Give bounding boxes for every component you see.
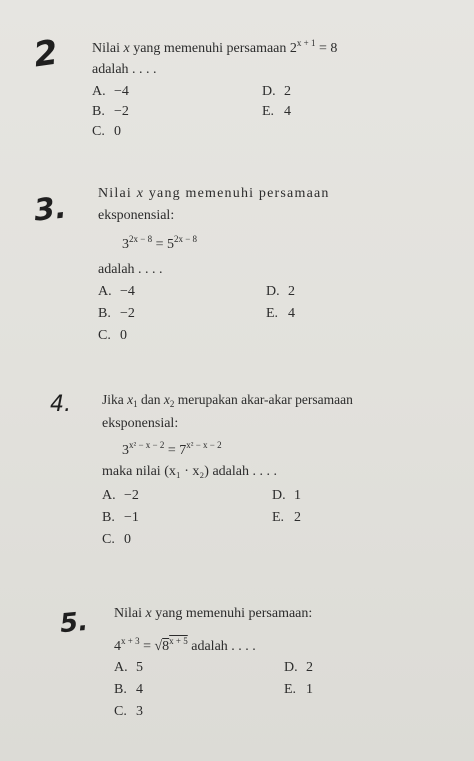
q1-var: x — [123, 41, 130, 56]
q2-option-d[interactable] — [266, 284, 295, 300]
q2-line3: adalah . . . . — [98, 262, 163, 277]
q3-option-b-letter: B. — [102, 510, 115, 525]
q4-eq-radicand — [162, 636, 188, 654]
q3-line2: eksponensial: — [102, 416, 179, 431]
q1-option-a-letter: A. — [92, 84, 106, 99]
q4-option-c-value: 3 — [136, 704, 143, 719]
q2-option-a-value: −4 — [120, 284, 135, 299]
q3-option-d[interactable] — [272, 488, 301, 504]
q3-sub2: 2 — [169, 399, 175, 409]
q4-option-a-value: 5 — [136, 660, 143, 675]
q3-option-d-value: 1 — [294, 488, 301, 503]
q1-option-b[interactable] — [92, 104, 129, 120]
q1-option-b-letter: B. — [92, 104, 105, 119]
q1-line2: adalah . . . . — [92, 62, 157, 77]
handwritten-number-q1: 2 — [31, 32, 61, 76]
q1-option-d-value: 2 — [284, 84, 291, 99]
q3-stem-b: dan — [137, 392, 164, 407]
q4-stem — [114, 606, 312, 622]
q2-eq-sign: = — [152, 237, 167, 252]
q4-option-e[interactable] — [284, 682, 313, 698]
q3-x1: x — [127, 392, 134, 407]
q4-option-a-letter: A. — [114, 660, 128, 675]
q2-option-c-value: 0 — [120, 328, 127, 343]
q3-option-c-value: 0 — [124, 532, 131, 547]
q1-stem-c: = 8 — [315, 41, 338, 56]
q2-option-c-letter: C. — [98, 328, 111, 343]
q2-eq-exp1: 2x − 8 — [129, 234, 153, 244]
q2-option-e[interactable] — [266, 306, 295, 322]
q2-option-b[interactable] — [98, 306, 135, 322]
q1-option-e[interactable] — [262, 104, 291, 120]
q3-eq-base2: 7 — [179, 443, 187, 458]
q2-stem-a: Nilai — [98, 186, 137, 201]
q3-eq-sign: = — [164, 443, 180, 458]
q4-option-d[interactable] — [284, 660, 313, 676]
q3-option-d-letter: D. — [272, 488, 286, 503]
q1-option-a-value: −4 — [114, 84, 129, 99]
q4-option-a[interactable] — [114, 660, 143, 676]
q4-eq-rad: 8 — [162, 639, 170, 654]
q2-option-e-letter: E. — [266, 306, 279, 321]
q4-stem-a: Nilai — [114, 606, 146, 621]
q3-equation — [122, 440, 222, 459]
q2-option-d-value: 2 — [288, 284, 295, 299]
q4-eq-exp2: x + 5 — [169, 636, 188, 646]
q2-line2: eksponensial: — [98, 208, 175, 223]
q3-stem-c: merupakan akar-akar persamaan — [174, 392, 353, 407]
q4-eq-exp1: x + 3 — [121, 636, 140, 646]
q4-eq-tail: adalah . . . . — [187, 639, 256, 654]
q3-option-c-letter: C. — [102, 532, 115, 547]
handwritten-number-q4: 5. — [58, 606, 90, 640]
q3-option-b[interactable] — [102, 510, 139, 526]
handwritten-number-q2: 3. — [32, 190, 69, 229]
q4-option-e-letter: E. — [284, 682, 297, 697]
q4-option-c-letter: C. — [114, 704, 127, 719]
q2-option-a[interactable] — [98, 284, 135, 300]
q2-eq-base1: 3 — [122, 237, 129, 252]
q1-exp: x + 1 — [296, 38, 316, 48]
q3-x2: x — [163, 392, 170, 407]
q1-stem-a: Nilai — [92, 41, 124, 56]
q3-option-e-letter: E. — [272, 510, 285, 525]
q4-option-d-letter: D. — [284, 660, 298, 675]
q3-option-e-value: 2 — [294, 510, 301, 525]
q4-eq-base1: 4 — [114, 639, 121, 654]
q1-option-a[interactable] — [92, 84, 129, 100]
q1-option-d[interactable] — [262, 84, 291, 100]
q3-stem-a: Jika — [102, 392, 128, 407]
q4-option-e-value: 1 — [306, 682, 313, 697]
q1-stem-b: yang memenuhi persamaan 2 — [129, 41, 297, 56]
q3-option-a-value: −2 — [124, 488, 139, 503]
q3-eq-exp2: x² − x − 2 — [186, 440, 222, 450]
q2-option-b-value: −2 — [120, 306, 135, 321]
q2-option-a-letter: A. — [98, 284, 112, 299]
q3-eq-exp1: x² − x − 2 — [129, 440, 165, 450]
q2-stem-b: yang memenuhi persamaan — [144, 186, 330, 201]
q3-eq-base1: 3 — [122, 443, 129, 458]
q1-option-c-value: 0 — [114, 124, 121, 139]
q2-eq-base2: 5 — [166, 237, 174, 252]
q2-option-c[interactable] — [98, 328, 127, 344]
q4-stem-b: yang memenuhi persamaan: — [151, 606, 313, 621]
q1-option-c[interactable] — [92, 124, 121, 140]
q3-line3: maka nilai (x₁ · x₂) adalah . . . . — [102, 464, 277, 479]
q2-option-d-letter: D. — [266, 284, 280, 299]
q2-var: x — [136, 186, 145, 201]
q1-option-d-letter: D. — [262, 84, 276, 99]
q3-option-a[interactable] — [102, 488, 139, 504]
q2-eq-exp2: 2x − 8 — [173, 234, 198, 244]
q2-option-e-value: 4 — [288, 306, 295, 321]
q2-equation — [122, 234, 197, 253]
q3-option-b-value: −1 — [124, 510, 139, 525]
q2-option-b-letter: B. — [98, 306, 111, 321]
q4-eq-sign: = √ — [139, 639, 163, 654]
q4-option-b-value: 4 — [136, 682, 143, 697]
q2-stem — [98, 186, 330, 202]
q1-option-e-value: 4 — [284, 104, 291, 119]
q3-sub1: 1 — [133, 399, 138, 409]
q3-option-c[interactable] — [102, 532, 131, 548]
q1-stem — [92, 38, 337, 57]
q4-option-b[interactable] — [114, 682, 143, 698]
q4-option-b-letter: B. — [114, 682, 127, 697]
q3-option-a-letter: A. — [102, 488, 116, 503]
q4-option-c[interactable] — [114, 704, 143, 720]
q1-option-e-letter: E. — [262, 104, 275, 119]
handwritten-number-q3: 4. — [50, 392, 71, 417]
q4-option-d-value: 2 — [306, 660, 313, 675]
q4-equation — [114, 636, 256, 655]
q1-option-b-value: −2 — [114, 104, 129, 119]
q3-option-e[interactable] — [272, 510, 301, 526]
q1-option-c-letter: C. — [92, 124, 105, 139]
q4-var: x — [145, 606, 152, 621]
q3-stem — [102, 392, 353, 409]
